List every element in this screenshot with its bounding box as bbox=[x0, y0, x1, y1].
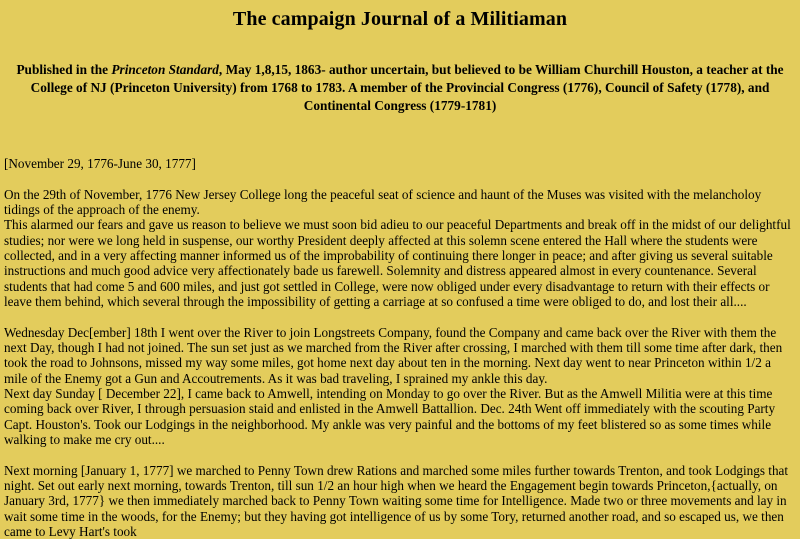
publication-note-lead: Published in the bbox=[16, 62, 112, 78]
publication-note bbox=[4, 31, 796, 114]
publication-work-title: Princeton Standard bbox=[111, 62, 219, 78]
entry-paragraph: Next morning [January 1, 1777] we marched to Penny Town drew Rations and marched some miles further towards Trenton, and took Lodgings that night. Set out early next morning, towards Trenton, till sun 1/2 an hour high when we heard the Engagement begin towards Princeton,{actually, on January 3rd, 1777} we then immediately marched back to Penny Town waiting some time for Intelligence. Made two or three movements and lay in wait some time in the woods, for the Enemy; but they having got intelligence of us by some Tory, returned another road, and so escaped us, we then came to Levy Hart's took bbox=[4, 462, 789, 539]
publication-note-rest: , May 1,8,15, 1863- author uncertain, but believed to be William Churchill Houston, a teacher at the College of NJ (Princeton University) from 1768 to 1783. A member of the Provincial Congress (1776), Council of Safety (1778), and Continental Congress (1779-1781) bbox=[30, 62, 784, 113]
journal-entry-december-18 bbox=[4, 310, 796, 448]
entry-paragraph: On the 29th of November, 1776 New Jersey College long the peaceful seat of science and haunt of the Muses was visited with the melancholoy tidings of the approach of the enemy. bbox=[4, 186, 762, 217]
entry-paragraph: Wednesday Dec[ember] 18th I went over the River to join Longstreets Company, found the Company and came back over the River with them the next Day, though I had not joined. The sun set just as we marched from the River after crossing, I marched with them till some time after dark, then took the road to Johnsons, missed my way some miles, got home next day about ten in the morning. Next day went to near Princeton within 1/2 a mile of the Enemy got a Gun and Accoutrements. As it was bad traveling, I sprained my ankle this day. bbox=[4, 324, 783, 386]
journal-entry-january-1 bbox=[4, 448, 796, 539]
entry-paragraph: This alarmed our fears and gave us reason to believe we must soon bid adieu to our peaceful Departments and break off in the midst of our delightful studies; nor were we long held in suspense, our worthy President deeply affected at this solemn scene entered the Hall where the students were collected, and in a very affecting manner informed us of the improbability of continuing there longer in peace; and after giving us several suitable instructions and much good advice very affectionately bade us farewell. Solemnity and distress appeared almost in every countenance. Several students that had come 5 and 600 miles, and just got settled in College, were now obliged under every disadvantage to return with their effects or leave them behind, which several through the impossibility of getting a carriage at so confused a time were obliged to do, and lost their all.... bbox=[4, 217, 791, 310]
page-title: The campaign Journal of a Militiaman bbox=[232, 8, 568, 30]
journal-date-range: [November 29, 1776-June 30, 1777] bbox=[4, 156, 196, 172]
journal-entry-november-29 bbox=[4, 172, 796, 310]
entry-paragraph: Next day Sunday [ December 22], I came back to Amwell, intending on Monday to go over the River. But as the Amwell Militia were at this time coming back over River, I through persuasion staid and enlisted in the Amwell Battallion. Dec. 24th Went off immediately with the scouting Party Capt. Houston's. Took our Lodgings in the neighborhood. My ankle was very painful and the bottoms of my feet blistered so as some times while walking to make me cry out.... bbox=[4, 386, 776, 448]
